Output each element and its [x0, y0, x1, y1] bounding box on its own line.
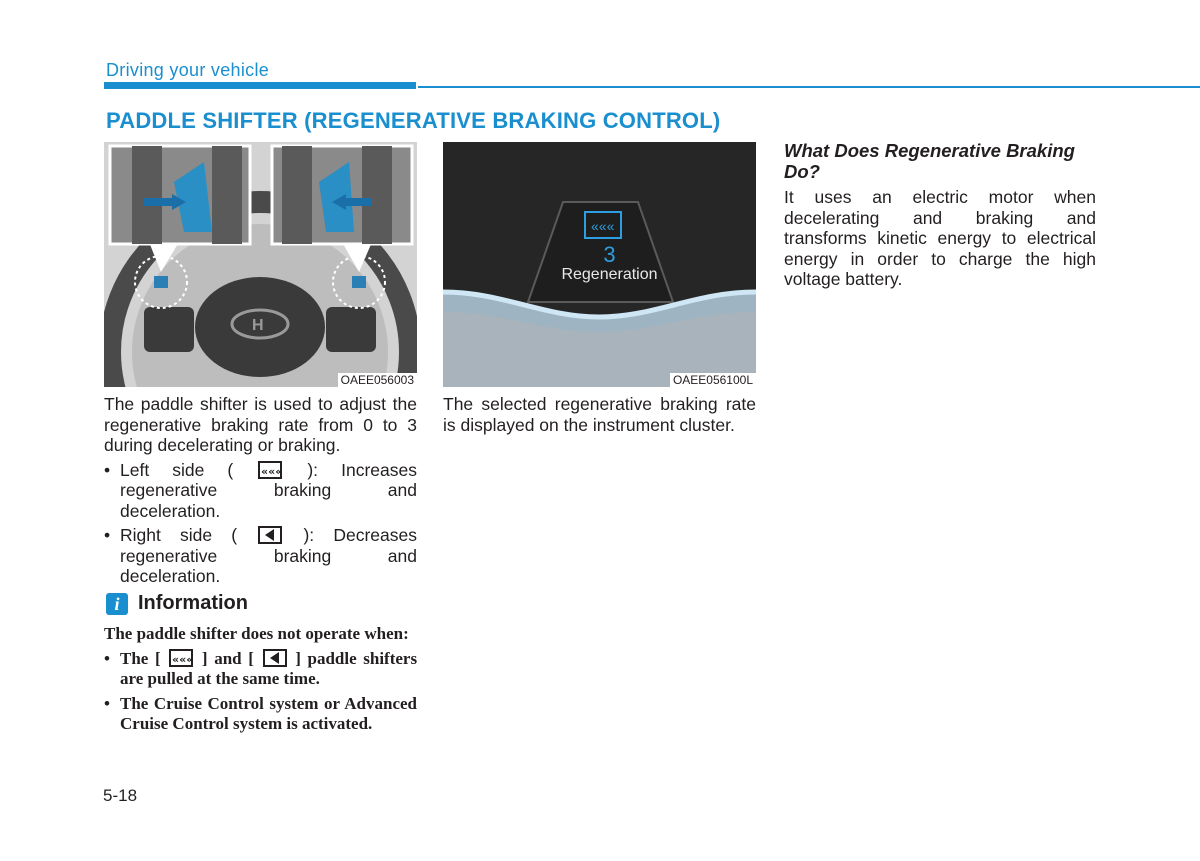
bullet2-pre: Right side (	[120, 525, 238, 545]
svg-text:«««: «««	[591, 218, 615, 234]
info-item1-c: ] paddle shifters are pulled at the same time.	[120, 648, 418, 688]
info-item1-a: The [	[120, 648, 161, 668]
list-item: • Right side ( ): Decreases regenerative braking and deceleration.	[104, 525, 417, 586]
page-heading: PADDLE SHIFTER (REGENERATIVE BRAKING CONTROL)	[106, 108, 721, 133]
regen-increase-icon	[258, 461, 282, 479]
header-rule-thick	[104, 82, 416, 89]
svg-text:«««: «««	[261, 464, 283, 478]
figure-code: OAEE056003	[338, 373, 417, 387]
instrument-cluster-figure	[443, 142, 756, 387]
information-title: Information	[138, 592, 248, 614]
regen-increase-icon	[169, 649, 193, 667]
information-header	[106, 592, 248, 615]
steering-wheel-figure	[104, 142, 417, 387]
information-body	[104, 624, 417, 735]
column1-body	[104, 394, 417, 587]
regen-level: 3	[603, 242, 616, 267]
information-lead: The paddle shifter does not operate when:	[104, 624, 409, 643]
bullet1-post: ): Increases regenerative braking and deceleration.	[120, 459, 417, 521]
steering-wheel-illustration	[104, 142, 417, 387]
info-icon: i	[106, 593, 128, 615]
column2-body: The selected regenerative braking rate is displayed on the instrument cluster.	[443, 394, 756, 435]
info-item1-b: ] and [	[201, 648, 254, 668]
intro-paragraph: The paddle shifter is used to adjust the regenerative braking rate from 0 to 3 during decelerating or braking.	[104, 394, 417, 455]
svg-text:H: H	[252, 317, 264, 334]
figure-code: OAEE056100L	[670, 373, 756, 387]
section-title: Driving your vehicle	[106, 60, 270, 80]
svg-text:«««: «««	[172, 652, 194, 666]
regen-label: Regeneration	[561, 266, 658, 283]
list-item: • Left side ( ««« ): Increases regenerative braking and deceleration.	[104, 459, 417, 521]
column3-body: It uses an electric motor when decelerating and braking and transforms kinetic energy to electrical energy in order to charge the high voltage battery.	[784, 187, 1096, 289]
bullet2-post: ): Decreases regenerative braking and deceleration.	[120, 525, 417, 586]
page-number: 5-18	[103, 786, 138, 805]
header-rule-thin	[418, 86, 1200, 88]
regen-decrease-icon	[258, 526, 282, 544]
column3-heading: What Does Regenerative Braking Do?	[784, 140, 1075, 182]
bullet1-pre: Left side (	[120, 459, 234, 480]
list-item: • The [ ««« ] and [ ] paddle shifters are pulled at the same time.	[104, 648, 418, 688]
regen-decrease-icon	[263, 649, 287, 667]
info-item2: The Cruise Control system or Advanced Cruise Control system is activated.	[120, 693, 417, 733]
list-item: • The Cruise Control system or Advanced Cruise Control system is activated.	[104, 693, 417, 733]
